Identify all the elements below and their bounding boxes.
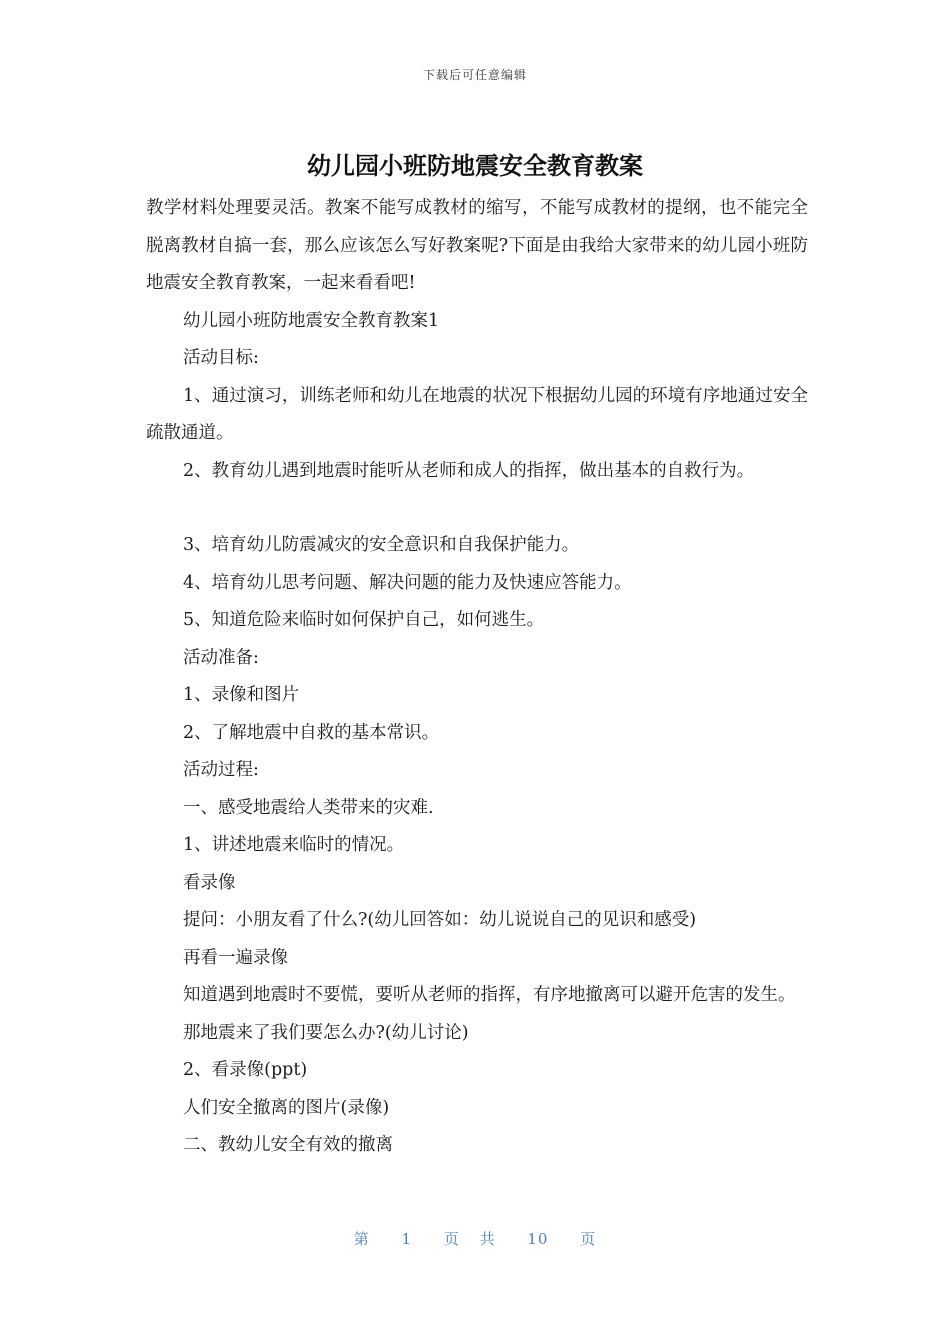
section-heading: 幼儿园小班防地震安全教育教案1 bbox=[183, 310, 440, 331]
process-step: 那地震来了我们要怎么办?(幼儿讨论) bbox=[183, 1022, 469, 1043]
goal-item: 5、知道危险来临时如何保护自己，如何逃生。 bbox=[183, 610, 545, 630]
document-title: 幼儿园小班防地震安全教育教案 bbox=[307, 152, 643, 180]
process-step: 二、教幼儿安全有效的撤离 bbox=[183, 1135, 393, 1155]
process-step: 1、讲述地震来临时的情况。 bbox=[183, 835, 405, 855]
footer-label-end: 页 bbox=[580, 1230, 597, 1248]
header-note: 下载后可任意编辑 bbox=[422, 68, 527, 82]
document-body bbox=[146, 190, 808, 1165]
goal-item: 1、通过演习，训练老师和幼儿在地震的状况下根据幼儿园的环境有序地通过安全疏散通道。 bbox=[146, 385, 808, 443]
subheading-process: 活动过程: bbox=[183, 760, 259, 780]
footer-label-page: 第 bbox=[353, 1230, 370, 1248]
goal-item: 3、培育幼儿防震减灾的安全意识和自我保护能力。 bbox=[183, 535, 580, 555]
process-step: 人们安全撤离的图片(录像) bbox=[183, 1097, 390, 1118]
page-footer bbox=[0, 1228, 950, 1249]
goal-item: 2、教育幼儿遇到地震时能听从老师和成人的指挥，做出基本的自救行为。 bbox=[183, 460, 755, 481]
process-step: 看录像 bbox=[183, 872, 236, 893]
subheading-goals: 活动目标: bbox=[183, 348, 259, 368]
subheading-preparation: 活动准备: bbox=[183, 647, 259, 668]
footer-label-of: 页 共 bbox=[443, 1230, 496, 1248]
process-step: 再看一遍录像 bbox=[183, 947, 288, 968]
process-step: 一、感受地震给人类带来的灾难. bbox=[183, 797, 434, 818]
process-step: 2、看录像(ppt) bbox=[183, 1060, 308, 1080]
footer-current-page: 1 bbox=[401, 1230, 413, 1248]
process-step: 知道遇到地震时不要慌，要听从老师的指挥，有序地撤离可以避开危害的发生。 bbox=[183, 985, 796, 1005]
preparation-item: 1、录像和图片 bbox=[183, 685, 300, 705]
goal-item: 4、培育幼儿思考问题、解决问题的能力及快速应答能力。 bbox=[183, 572, 632, 593]
process-step: 提问：小朋友看了什么?(幼儿回答如：幼儿说说自己的见识和感受) bbox=[183, 910, 697, 930]
intro-paragraph: 教学材料处理要灵活。教案不能写成教材的缩写，不能写成教材的提纲，也不能完全脱离教材自搞一套，那么应该怎么写好教案呢?下面是由我给大家带来的幼儿园小班防地震安全教育教案，一起来看看吧! bbox=[146, 198, 808, 293]
preparation-item: 2、了解地震中自救的基本常识。 bbox=[183, 722, 440, 743]
footer-total-pages: 10 bbox=[527, 1230, 549, 1248]
